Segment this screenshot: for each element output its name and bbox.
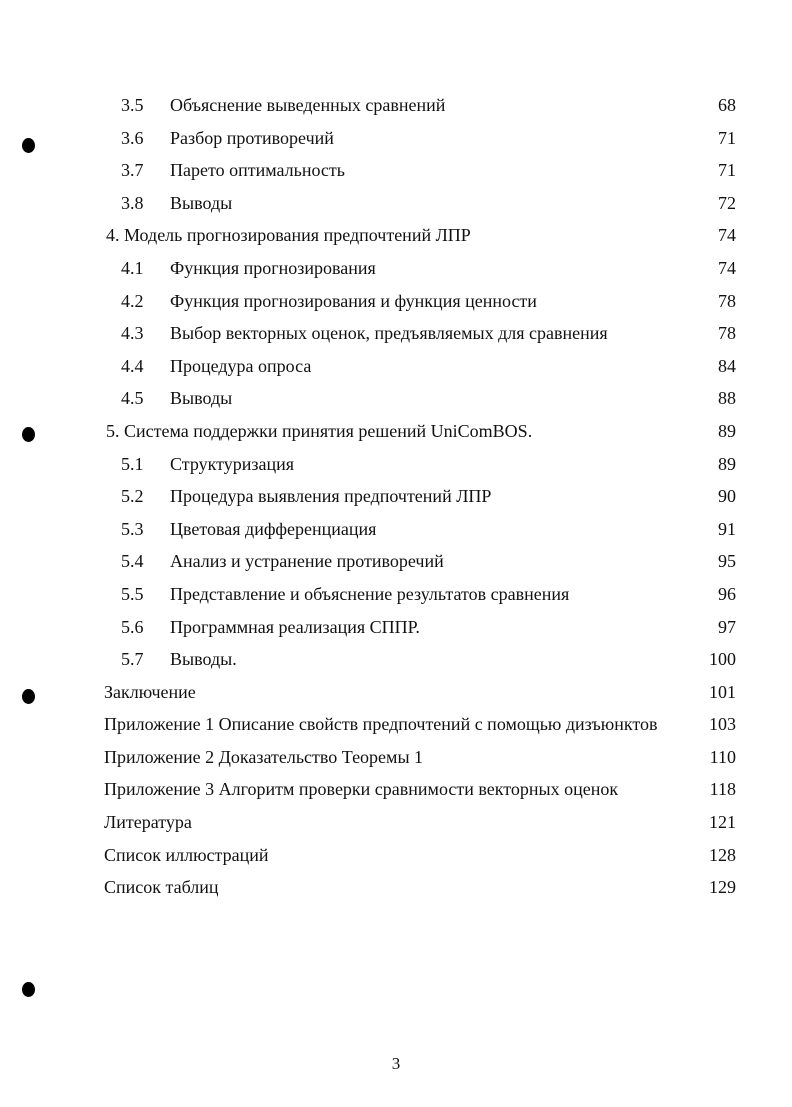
toc-section-title: Заключение [104,681,196,702]
toc-page: 90 [718,486,736,507]
toc-title: Процедура опроса [170,355,312,376]
toc-title: Выводы. [170,649,237,670]
toc-section-title: Приложение 1 Описание свойств предпочтений с помощью дизъюнктов [104,714,658,735]
toc-number: 5.4 [121,551,144,572]
toc-number: 4.4 [121,355,144,376]
toc-number: 3.5 [121,95,144,115]
toc-entry [0,285,792,318]
toc-page: 101 [709,681,736,702]
toc-page: 103 [709,714,736,735]
toc-page: 91 [718,518,736,539]
toc-title: Функция прогнозирования [170,257,376,278]
toc-page: 97 [718,616,736,637]
toc-chapter [0,415,792,448]
toc-chapter-title: 5. Система поддержки принятия решений UniComBOS. [106,420,533,441]
toc-section [0,839,792,872]
toc-title: Программная реализация СППР. [170,616,420,637]
toc-page: 71 [718,160,736,181]
toc-section-title: Приложение 3 Алгоритм проверки сравнимости векторных оценок [104,779,619,800]
toc-entry [0,611,792,644]
toc-page: 74 [718,225,736,246]
toc-title: Парето оптимальность [170,160,345,181]
toc-page: 84 [718,355,736,376]
toc-entry [0,480,792,513]
toc-number: 5.3 [121,518,144,539]
toc-number: 5.1 [121,453,144,474]
toc-title: Структуризация [170,453,295,474]
toc-page: 89 [718,420,736,441]
toc-page: 128 [709,844,736,865]
toc-entry [0,89,792,122]
toc-chapter [0,219,792,252]
toc-number: 4.2 [121,290,144,311]
toc-page: 71 [718,127,736,148]
toc-entry [0,578,792,611]
toc-page: 78 [718,290,736,311]
toc-section-title: Список таблиц [104,877,219,898]
toc-chapter-title: 4. Модель прогнозирования предпочтений ЛПР [106,225,471,246]
toc-section [0,676,792,709]
binder-hole-mark [22,982,35,997]
toc-entry [0,350,792,383]
toc-section [0,806,792,839]
toc-title: Цветовая дифференциация [170,518,377,539]
table-of-contents [0,89,792,904]
toc-entry [0,382,792,415]
toc-title: Представление и объяснение результатов сравнения [170,583,570,604]
toc-entry [0,252,792,285]
toc-page: 88 [718,388,736,409]
toc-entry [0,545,792,578]
toc-page: 89 [718,453,736,474]
toc-number: 4.5 [121,388,144,409]
page-number: 3 [391,1054,401,1073]
toc-page: 129 [709,877,736,898]
toc-page: 78 [718,323,736,344]
toc-section [0,741,792,774]
toc-number: 5.7 [121,649,144,670]
toc-entry [0,448,792,481]
toc-title: Объяснение выведенных сравнений [170,95,446,115]
toc-page: 68 [718,95,736,115]
toc-section [0,773,792,806]
toc-entry [0,154,792,187]
toc-title: Выводы [170,388,233,409]
toc-title: Разбор противоречий [170,127,334,148]
toc-title: Процедура выявления предпочтений ЛПР [170,486,492,507]
toc-section-title: Список иллюстраций [104,844,269,865]
toc-page: 74 [718,257,736,278]
toc-number: 3.8 [121,192,144,213]
toc-page: 118 [709,779,736,800]
toc-number: 4.3 [121,323,144,344]
toc-title: Анализ и устранение противоречий [170,551,444,572]
toc-page: 110 [709,746,736,767]
toc-number: 5.5 [121,583,144,604]
toc-title: Выбор векторных оценок, предъявляемых для сравнения [170,323,608,344]
toc-entry [0,187,792,220]
toc-page: 95 [718,551,736,572]
toc-page: 100 [709,649,736,670]
toc-entry [0,122,792,155]
toc-section [0,871,792,904]
toc-entry [0,643,792,676]
toc-number: 3.6 [121,127,144,148]
toc-title: Функция прогнозирования и функция ценности [170,290,537,311]
toc-page: 96 [718,583,736,604]
toc-number: 3.7 [121,160,144,181]
toc-entry [0,317,792,350]
toc-number: 4.1 [121,257,144,278]
toc-section [0,708,792,741]
toc-section-title: Литература [104,812,192,833]
toc-page: 72 [718,192,736,213]
toc-entry [0,513,792,546]
toc-page: 121 [709,812,736,833]
toc-number: 5.6 [121,616,144,637]
toc-title: Выводы [170,192,233,213]
toc-section-title: Приложение 2 Доказательство Теоремы 1 [104,746,424,767]
toc-number: 5.2 [121,486,144,507]
